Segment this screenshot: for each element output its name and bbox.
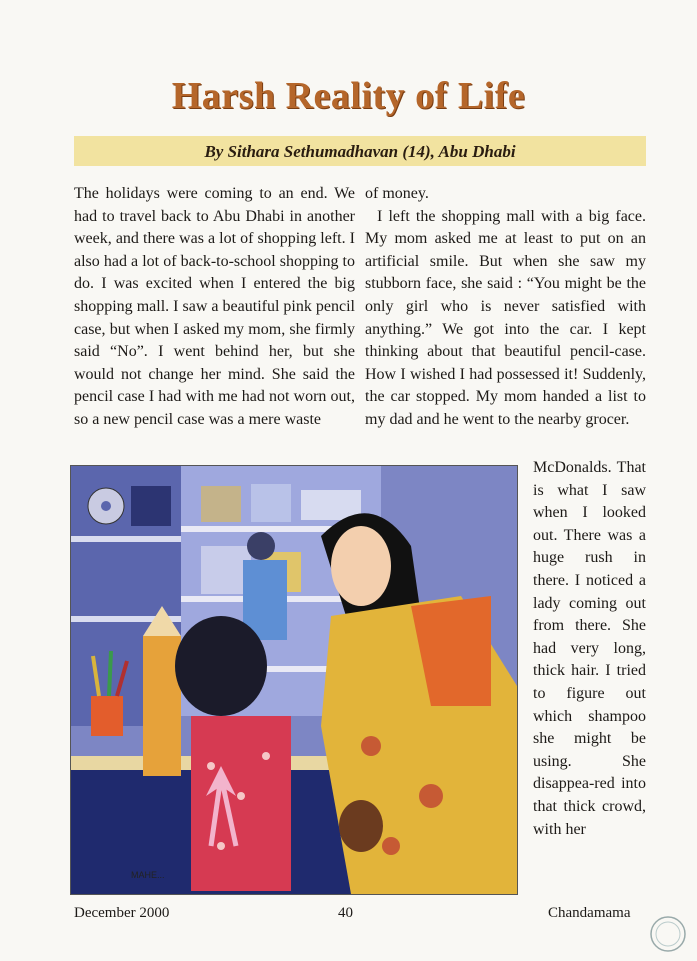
article-byline: By Sithara Sethumadhavan (14), Abu Dhabi — [204, 142, 516, 161]
illustrator-signature: MAHE... — [131, 870, 165, 880]
right-column-paragraph-1: of money. — [365, 185, 429, 202]
shop-illustration — [70, 465, 518, 895]
girl-dress — [191, 716, 291, 891]
handbag — [339, 800, 383, 852]
pencil-pot — [91, 696, 123, 736]
narrow-column-text: McDonalds. That is what I saw when I looked out. There was a huge rush in there. I noticed a lady coming out from there. She had very long, thick hair. I tried to figure out which shampoo she might be using. She disappea-red into that thick crowd, with her — [533, 459, 646, 838]
left-column-text: The holidays were coming to an end. We had to travel back to Abu Dhabi in another week, and there was a lot of shopping left. I also had a lot of back-to-school shopping to do. I was excited when I entered the big shopping mall. I saw a beautiful pink pencil case, but when I asked my mom, she firmly said “No”. I went behind her, but she would not change her mind. She said the pencil case I had with me had not worn out, so a new pencil case was a mere waste — [74, 185, 355, 428]
footer-date: December 2000 — [74, 905, 170, 921]
giant-pencil — [143, 636, 181, 776]
footer-page-number: 40 — [338, 905, 353, 921]
shopkeeper — [247, 532, 275, 560]
girl-hair — [175, 616, 267, 716]
left-column — [74, 183, 355, 432]
right-column — [365, 183, 646, 432]
article-title: Harsh Reality of Life — [171, 75, 526, 117]
narrow-column — [533, 457, 646, 841]
footer-magazine-name: Chandamama — [548, 905, 631, 921]
mother-face — [331, 526, 391, 606]
right-column-paragraph-2: I left the shopping mall with a big face. My mom asked me at least to put on an artificial smile. But when she saw my stubborn face, she said : “You might be the only girl who is never satisfied with anything.” We got into the car. I kept thinking about that beautiful pencil-case. How I wished I had possessed it! Suddenly, the car stopped. My mom handed a list to my dad and he went to the nearby grocer. — [365, 207, 646, 428]
stamp-icon — [648, 914, 688, 954]
